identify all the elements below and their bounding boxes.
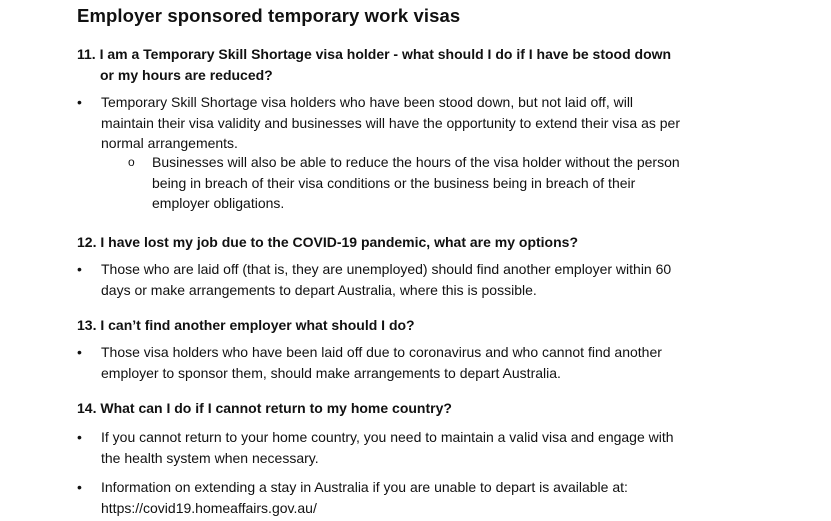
question-text: I have lost my job due to the COVID-19 pandemic, what are my options?: [100, 234, 578, 250]
bullet-text: Temporary Skill Shortage visa holders who have been stood down, but not laid off, will: [101, 94, 634, 110]
question-12-title: [77, 232, 578, 253]
bullet-text: If you cannot return to your home country, you need to maintain a valid visa and engage with: [101, 429, 674, 445]
bullet-icon: •: [77, 94, 82, 110]
question-14-title: [77, 398, 452, 419]
bullet-text: employer to sponsor them, should make arrangements to depart Australia.: [101, 364, 561, 381]
question-text: I am a Temporary Skill Shortage visa holder - what should I do if I have be stood down: [99, 46, 672, 62]
question-11-title: [77, 44, 671, 86]
bullet-text: Those who are laid off (that is, they are unemployed) should find another employer within 60: [101, 261, 672, 277]
question-text: I can’t find another employer what should I do?: [100, 317, 415, 333]
bullet-text: normal arrangements.: [101, 135, 238, 151]
bullet-icon: •: [77, 261, 82, 277]
bullet-text: being in breach of their visa conditions or the business being in breach of their: [152, 174, 636, 191]
bullet-text: Those visa holders who have been laid off due to coronavirus and who cannot find another: [101, 344, 662, 360]
url-link[interactable]: https://covid19.homeaffairs.gov.au/: [101, 499, 317, 516]
bullet-icon: •: [77, 344, 82, 360]
bullet-text: Information on extending a stay in Australia if you are unable to depart is available at:: [101, 479, 628, 495]
question-number: 13.: [77, 317, 97, 333]
question-number: 12.: [77, 234, 97, 250]
circle-bullet-icon: o: [128, 155, 135, 169]
bullet-icon: •: [77, 429, 82, 445]
question-text: or my hours are reduced?: [100, 67, 273, 83]
bullet-text: the health system when necessary.: [101, 449, 319, 466]
bullet-text: maintain their visa validity and businesses will have the opportunity to extend their visa as per: [101, 114, 680, 131]
question-text: What can I do if I cannot return to my home country?: [100, 400, 452, 416]
section-heading: Employer sponsored temporary work visas: [77, 5, 461, 26]
question-number: 11.: [77, 46, 96, 62]
bullet-text: days or make arrangements to depart Australia, where this is possible.: [101, 281, 537, 298]
question-number: 14.: [77, 400, 97, 416]
bullet-icon: •: [77, 479, 82, 495]
question-13-title: [77, 315, 415, 336]
bullet-text: Businesses will also be able to reduce the hours of the visa holder without the person: [152, 154, 680, 170]
bullet-text: employer obligations.: [152, 195, 285, 211]
